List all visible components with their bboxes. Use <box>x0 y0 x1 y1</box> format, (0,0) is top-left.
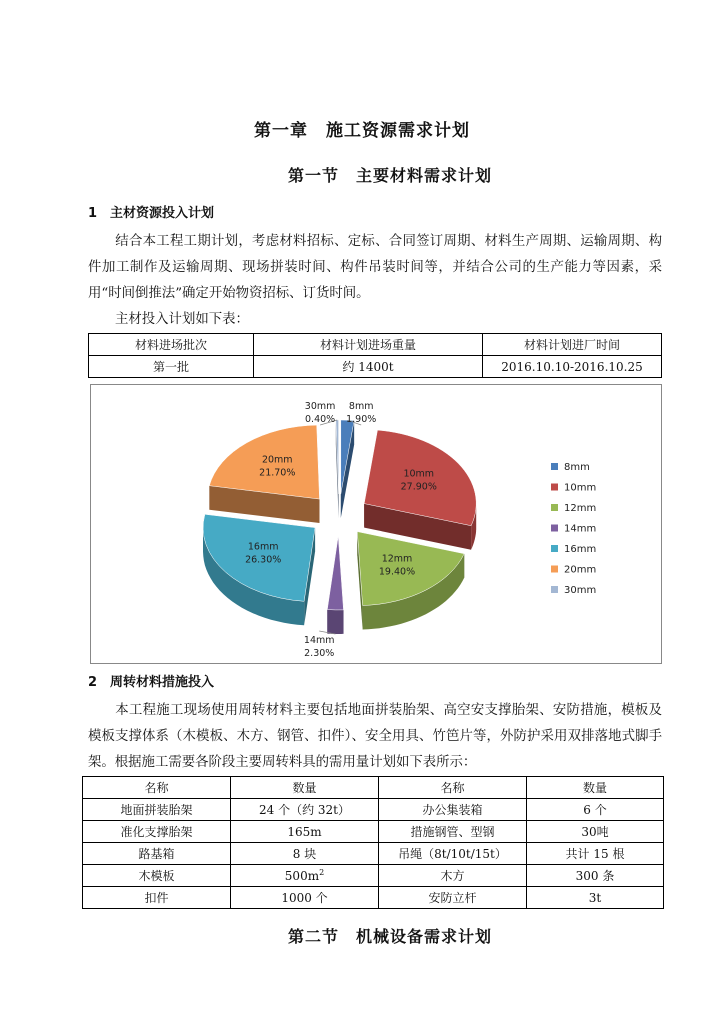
chapter-title: 第一章 施工资源需求计划 <box>254 121 470 141</box>
legend-label: 16mm <box>564 544 597 555</box>
subsection-title: 主材资源投入计划 <box>110 206 215 221</box>
section-title-machinery: 第二节 机械设备需求计划 <box>287 927 492 946</box>
table-header-cell: 名称 <box>379 777 527 799</box>
table-row <box>83 887 664 909</box>
table-row <box>83 865 664 887</box>
data-label-percent: 21.70% <box>259 467 296 479</box>
table-cell: 3t <box>527 887 664 909</box>
table-header-row <box>83 777 664 799</box>
legend-swatch <box>551 545 558 552</box>
data-label-category: 8mm <box>348 401 374 412</box>
superscript: 2 <box>319 868 325 877</box>
data-label-category: 14mm <box>303 635 335 646</box>
pie-slice-side <box>327 610 343 634</box>
legend-label: 8mm <box>564 462 590 473</box>
legend-swatch <box>551 463 558 470</box>
table-cell: 30吨 <box>527 821 664 843</box>
table-header-cell: 数量 <box>527 777 664 799</box>
legend-label: 30mm <box>564 585 597 596</box>
table-cell: 扣件 <box>83 887 231 909</box>
table-cell: 地面拼装胎架 <box>83 799 231 821</box>
data-label-category: 30mm <box>304 401 336 412</box>
pie-slice-8mm <box>341 420 354 518</box>
data-label-category: 12mm <box>381 553 413 565</box>
subsection-heading-main-materials <box>88 202 214 221</box>
legend-swatch <box>551 484 558 491</box>
paragraph-turnover-materials <box>88 698 662 776</box>
table-header-row <box>89 334 662 356</box>
pie-chart-panel <box>90 384 662 664</box>
legend-swatch <box>551 586 558 593</box>
table-cell: 吊绳（8t/10t/15t） <box>379 843 527 865</box>
table-cell: 路基箱 <box>83 843 231 865</box>
pie-slice-14mm <box>327 536 343 634</box>
table-cell: 2016.10.10-2016.10.25 <box>483 356 662 378</box>
pie-slice-top <box>341 420 354 494</box>
table-header-cell: 材料计划进场重量 <box>254 334 483 356</box>
data-label-percent: 1.90% <box>346 414 377 425</box>
subsection-heading-turnover <box>88 671 214 690</box>
paragraph-text: 结合本工程工期计划，考虑材料招标、定标、合同签订周期、材料生产周期、运输周期、构件加工制作及运输周期、现场拼装时间、构件吊装时间等，并结合公司的生产能力等因素，采用“时间倒推法”确定开始物资招标、订货时间。 <box>88 234 662 301</box>
legend-swatch <box>551 504 558 511</box>
table-header-cell: 材料进场批次 <box>89 334 254 356</box>
data-label-percent: 26.30% <box>245 554 282 566</box>
data-label-percent: 2.30% <box>304 648 335 659</box>
data-label-category: 10mm <box>403 468 435 480</box>
legend-label: 20mm <box>564 564 597 576</box>
pie-slice-12mm <box>357 532 464 630</box>
subsection-number: 2 <box>88 675 98 690</box>
legend-swatch <box>551 525 558 532</box>
pie-slice-top <box>327 536 343 610</box>
legend-swatch <box>551 566 558 573</box>
data-label-percent: 0.40% <box>305 414 336 425</box>
pie-slice-top <box>336 420 339 494</box>
table-header-cell: 材料计划进厂时间 <box>483 334 662 356</box>
data-label-percent: 19.40% <box>378 566 416 578</box>
pie-slice-30mm <box>336 420 339 518</box>
data-label-percent: 27.90% <box>400 481 437 493</box>
paragraph-main-materials <box>88 229 662 307</box>
table-cell: 165m <box>231 821 379 843</box>
legend-label: 10mm <box>564 482 597 494</box>
pie-slice-16mm <box>203 514 315 625</box>
legend-label: 12mm <box>564 503 597 514</box>
table-cell: 共计 15 根 <box>527 843 664 865</box>
table-row <box>89 356 662 378</box>
table1-caption: 主材投入计划如下表： <box>115 312 249 327</box>
table-cell: 木方 <box>379 865 527 887</box>
cell-value: 500m <box>284 869 320 883</box>
table-cell: 8 块 <box>231 843 379 865</box>
main-materials-table <box>88 333 662 378</box>
table-row <box>83 843 664 865</box>
table-row <box>83 799 664 821</box>
table-cell: 办公集装箱 <box>379 799 527 821</box>
pie-chart <box>91 385 661 663</box>
table-cell: 300 条 <box>527 865 664 887</box>
table-row <box>83 821 664 843</box>
data-label-category: 20mm <box>261 454 293 466</box>
table-cell: 木模板 <box>83 865 231 887</box>
table-header-cell: 名称 <box>83 777 231 799</box>
subsection-title: 周转材料措施投入 <box>110 675 215 690</box>
section-title-materials: 第一节 主要材料需求计划 <box>287 166 492 185</box>
table-cell: 6 个 <box>527 799 664 821</box>
subsection-number: 1 <box>88 206 98 221</box>
table-cell: 安防立杆 <box>379 887 527 909</box>
table-cell: 1000 个 <box>231 887 379 909</box>
turnover-materials-table <box>82 776 664 909</box>
data-label-category: 16mm <box>247 541 279 553</box>
table-cell: 约 1400t <box>254 356 483 378</box>
legend-label: 14mm <box>564 523 597 535</box>
paragraph-text: 本工程施工现场使用周转材料主要包括地面拼装胎架、高空安支撑胎架、安防措施，模板及模板支撑体系（木模板、木方、钢管、扣件）、安全用具、竹笆片等，外防护采用双排落地式脚手架。根据施工需要各阶段主要周转料具的需用量计划如下表所示： <box>88 703 662 770</box>
table-cell: 24 个（约 32t） <box>231 799 379 821</box>
table-header-cell: 数量 <box>231 777 379 799</box>
table-cell: 第一批 <box>89 356 254 378</box>
table-cell: 措施钢管、型钢 <box>379 821 527 843</box>
table-cell <box>231 865 379 887</box>
table-cell: 准化支撑胎架 <box>83 821 231 843</box>
